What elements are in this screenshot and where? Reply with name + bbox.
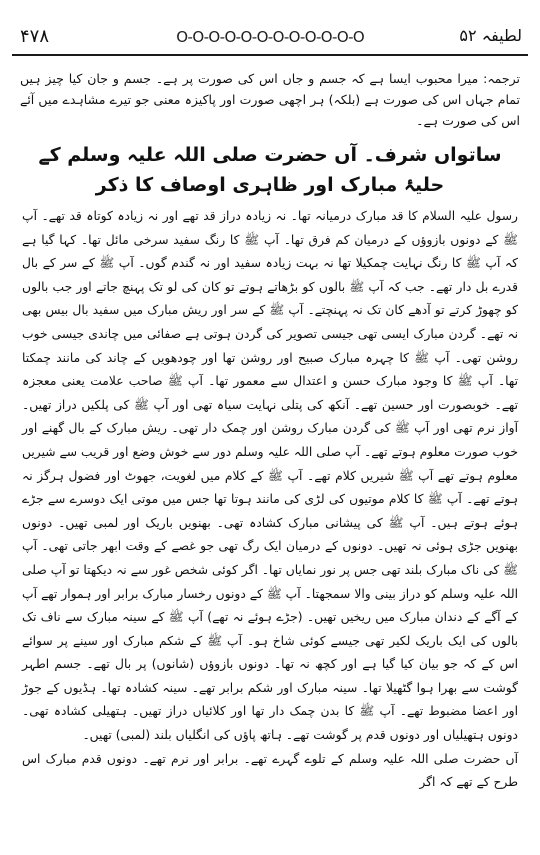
body-text (22, 205, 518, 795)
main-paragraph: رسول علیہ السلام کا قد مبارک درمیانہ تھا۔ نہ زیادہ دراز قد تھے اور نہ زیادہ کوتاہ قد تھے۔ آپ ﷺ کے دونوں بازوؤں کے درمیان کم فرق تھا۔ آپ ﷺ کا رنگ سفید سرخی مائل تھا۔ کہا گیا ہے کہ آپ ﷺ کا رنگ نہایت چمکیلا تھا نہ بہت زیادہ سفید اور نہ گندم گوں۔ آپ ﷺ کے سر کے بال قدرے بل دار تھے۔ جب کہ آپ ﷺ بالوں کو بڑھاتے ہوتے تو کان کی لو تک پہنچ جاتے اور جب بالوں کو چھوڑ کرتے تو آدھے کان تک نہ پہنچتے۔ آپ ﷺ کے سر اور ریش مبارک میں سفید بال بیس بھی نہ تھے۔ گردن مبارک ایسی تھی جیسی تصویر کی گردن ہوتی ہے صفائی میں چاندی جیسی خوب روشن تھی۔ آپ ﷺ کا چہرہ مبارک صبیح اور روشن تھا اور چودھویں کے چاند کی مانند چمکتا تھا۔ آپ ﷺ کا وجود مبارک حسن و اعتدال سے معمور تھا۔ آپ ﷺ صاحب علامت یعنی معجزہ تھے۔ خوبصورت اور حسین تھے۔ آنکھ کی پتلی نہایت سیاہ تھی اور آپ ﷺ کی پلکیں دراز تھیں۔ آواز نرم تھی اور آپ ﷺ کی گردن مبارک روشن اور چمک دار تھی۔ ریش مبارک کے بال گھنے اور خوب صورت معلوم ہوتے تھے۔ آپ صلی اللہ علیہ وسلم دور سے خوش وضع اور قریب سے شیریں معلوم ہوتے تھے آپ ﷺ شیریں کلام تھے۔ آپ ﷺ کے کلام میں لغویت، جھوٹ اور فضول ہرگز نہ ہوتے تھے۔ آپ ﷺ کا کلام موتیوں کی لڑی کی مانند ہوتا تھا جس میں موتی ایک دوسرے سے جڑے ہوئے ہوتے ہیں۔ آپ ﷺ کی پیشانی مبارک کشادہ تھی۔ بھنویں باریک اور لمبی تھیں۔ دونوں بھنویں جڑی ہوئی نہ تھیں۔ دونوں کے درمیان ایک رگ تھی جو غصے کے وقت ابھر جاتی تھی۔ آپ ﷺ کی ناک مبارک بلند تھی جس پر نور نمایاں تھا۔ اگر کوئی شخص غور سے نہ دیکھتا تو آپ صلی اللہ علیہ وسلم کو دراز بینی والا سمجھتا۔ آپ ﷺ کے دونوں رخسار مبارک برابر اور ہموار تھے آپ کے آگے کے دندان مبارک میں ریخیں تھیں۔ (جڑے ہوئے نہ تھے) آپ ﷺ کے سینہ مبارک سے ناف تک بالوں کی ایک باریک لکیر تھی جیسے کوئی شاخ ہو۔ آپ ﷺ کے شکم مبارک اور سینے پر سوائے اس کے کہ جو بیان کیا گیا ہے اور کچھ نہ تھا۔ دونوں بازوؤں (شانوں) پر بال تھے۔ جسم اطہر گوشت سے بھرا ہوا گٹھیلا تھا۔ سینہ مبارک اور شکم برابر تھے۔ سینہ کشادہ تھا۔ ہڈیوں کے جوڑ اور اعضا مضبوط تھے۔ آپ ﷺ کا بدن چمک دار تھا اور کلائیاں دراز تھیں۔ ہتھیلی کشادہ تھی۔ دونوں ہتھیلیاں اور دونوں قدم پر گوشت تھے۔ ہاتھ پاؤں کی انگلیاں بلند (لمبی) تھیں۔ (22, 209, 518, 743)
chapter-title: لطیفہ ۵۲ (459, 26, 522, 45)
header-ornament: O-O-O-O-O-O-O-O-O-O-O-O (176, 28, 364, 46)
poem-translation: ترجمہ: میرا محبوب ایسا ہے کہ جسم و جاں اس کی صورت پر ہے۔ جسم و جان کیا چیز ہیں تمام جہاں اس کی صورت ہے (بلکہ) ہر اچھی صورت اور پاکیزہ معنی جو تیرے مشاہدے میں آئے اس کی صورت ہے۔ (20, 71, 520, 128)
page-number: ۴۷۸ (20, 26, 50, 47)
section-heading: ساتواں شرف۔ آں حضرت صلی اللہ علیہ وسلم کے حلیۂ مبارک اور ظاہری اوصاف کا ذکر (38, 144, 502, 196)
closing-paragraph: آں حضرت صلی اللہ علیہ وسلم کے تلوے گہرے تھے۔ برابر اور نرم تھے۔ دونوں قدم مبارک اس طرح کے تھے کہ اگر (22, 751, 518, 790)
page-header (12, 22, 528, 56)
